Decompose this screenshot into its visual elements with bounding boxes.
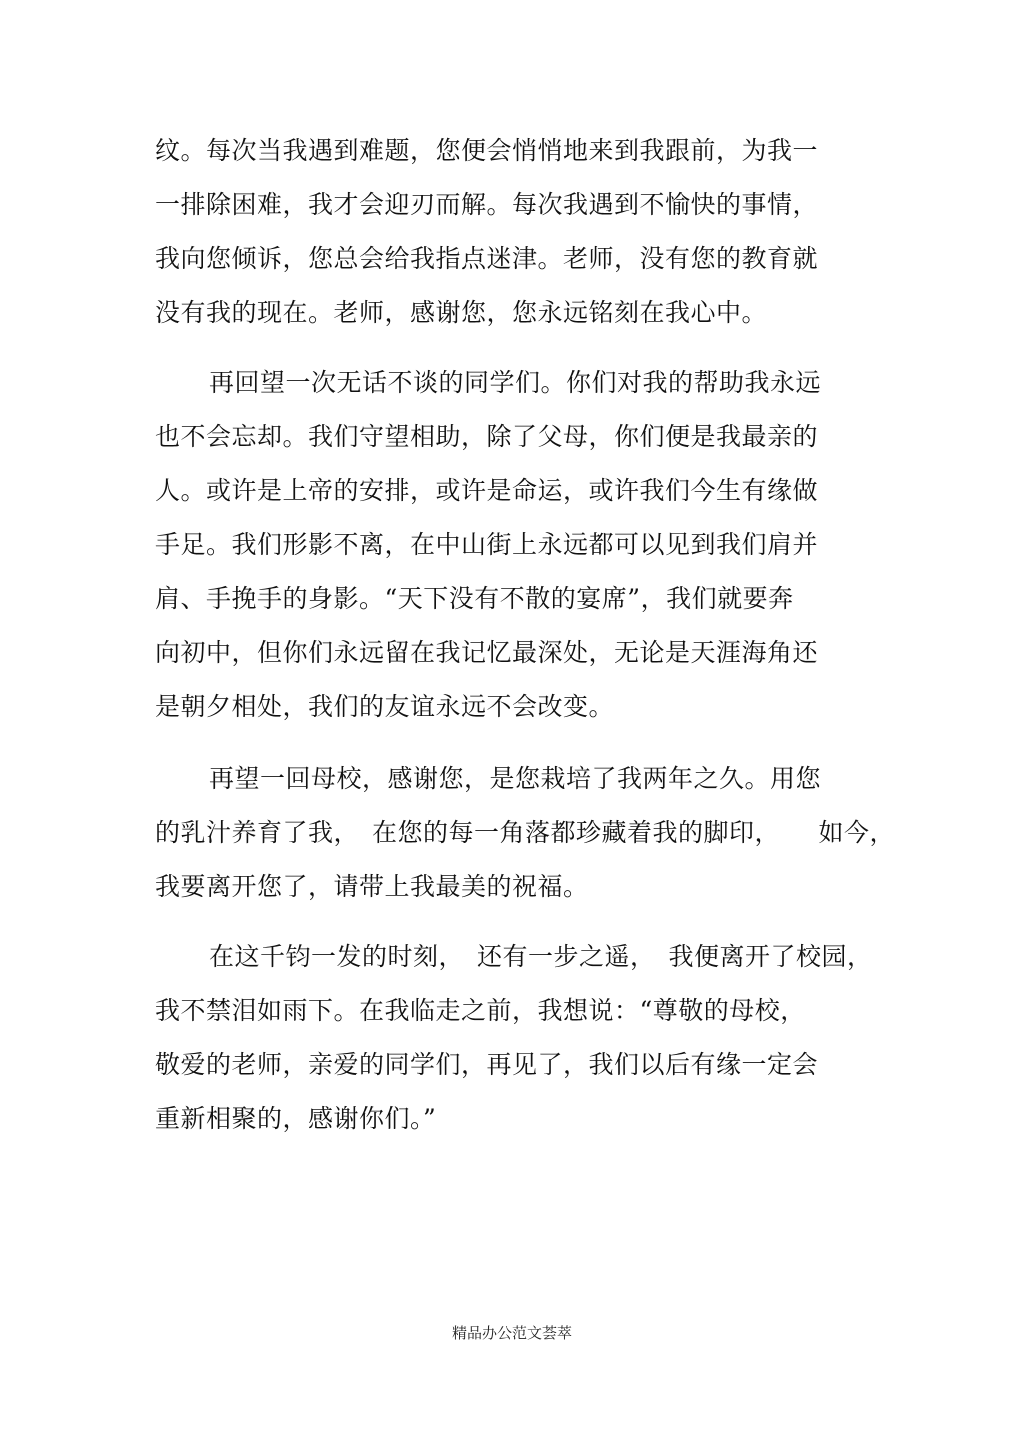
paragraph-line: 是朝夕相处，我们的友谊永远不会改变。 — [155, 692, 615, 721]
paragraph-line: 重新相聚的，感谢你们。” — [155, 1104, 437, 1133]
paragraph-line: 没有我的现在。老师，感谢您，您永远铭刻在我心中。 — [155, 298, 768, 327]
paragraph-line: 纹。每次当我遇到难题，您便会悄悄地来到我跟前，为我一 — [155, 136, 819, 165]
paragraph-line: 一排除困难，我才会迎刃而解。每次我遇到不愉快的事情， — [155, 190, 819, 219]
paragraph-3 — [155, 752, 896, 914]
paragraph-line: 向初中，但你们永远留在我记忆最深处，无论是天涯海角还 — [155, 638, 819, 667]
paragraph-line: 敬爱的老师，亲爱的同学们，再见了，我们以后有缘一定会 — [155, 1050, 819, 1079]
paragraph-line: 肩、手挽手的身影。“天下没有不散的宴席”，我们就要奔 — [155, 584, 794, 613]
paragraph-line: 的乳汁养育了我， 在您的每一角落都珍藏着我的脚印， 如今， — [155, 818, 896, 847]
paragraph-1 — [155, 124, 875, 340]
paragraph-line: 人。或许是上帝的安排，或许是命运，或许我们今生有缘做 — [155, 476, 819, 505]
paragraph-line: 也不会忘却。我们守望相助，除了父母，你们便是我最亲的 — [155, 422, 819, 451]
paragraph-line: 我向您倾诉，您总会给我指点迷津。老师，没有您的教育就 — [155, 244, 819, 273]
paragraph-line: 手足。我们形影不离，在中山街上永远都可以见到我们肩并 — [155, 530, 819, 559]
paragraph-line: 我不禁泪如雨下。在我临走之前，我想说：“尊敬的母校， — [155, 996, 806, 1025]
paragraph-line: 在这千钧一发的时刻， 还有一步之遥， 我便离开了校园， — [209, 942, 873, 971]
paragraph-line: 再望一回母校，感谢您，是您栽培了我两年之久。用您 — [209, 764, 822, 793]
paragraph-4 — [155, 930, 875, 1146]
paragraph-line: 再回望一次无话不谈的同学们。你们对我的帮助我永远 — [209, 368, 822, 397]
paragraph-2 — [155, 356, 875, 734]
paragraph-line: 我要离开您了，请带上我最美的祝福。 — [155, 872, 589, 901]
page-footer: 精品办公范文荟萃 — [451, 1324, 572, 1342]
